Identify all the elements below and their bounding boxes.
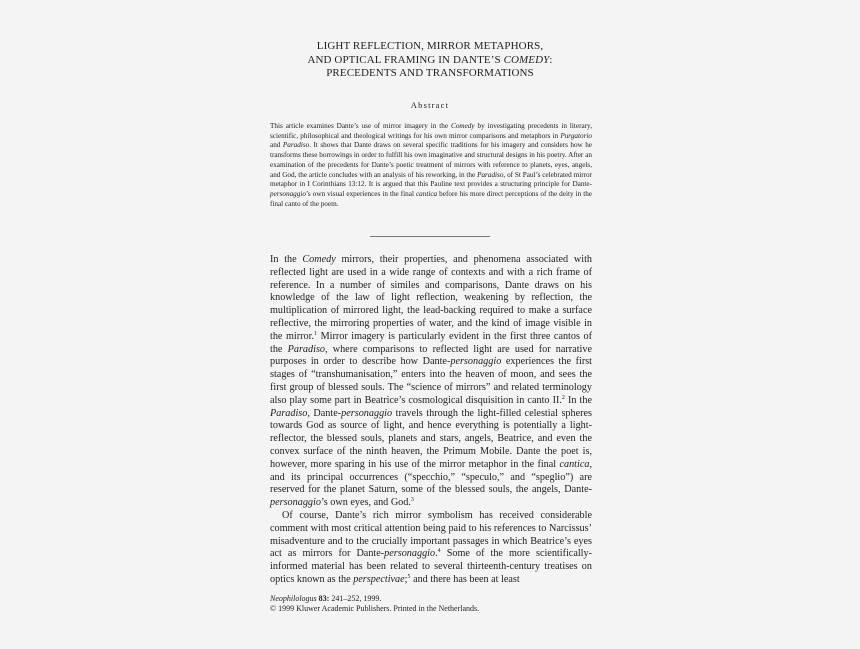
body-seg-italic: Comedy [302, 254, 336, 265]
body-text [270, 254, 592, 587]
abstract-seg-italic: Paradiso [477, 170, 504, 179]
abstract-seg: and [270, 141, 283, 150]
abstract-seg-italic: Purgatorio [560, 131, 592, 140]
abstract-seg-italic: Paradiso [282, 141, 310, 150]
abstract-seg: ’s own visual experiences in the final [305, 189, 416, 198]
footnote-ref[interactable]: 1 [314, 330, 318, 337]
abstract-seg-italic: cantica [415, 189, 438, 198]
body-seg: mirrors, their properties, and phenomena associated with reflected light are used in a wide range of contexts and with a rich frame of reference. In a number of similes and comparisons, Dante draws on his knowledge of the law of light reflection, weakening by reflection, the multiplication of mirrored light, the lead-backing required to make a surface reflective, the mirroring properties of water, and the kind of image visible in the mirror. [270, 254, 592, 342]
abstract-seg: before his more direct perceptions of the deity in the final canto of the poem. [270, 189, 592, 208]
body-seg-italic: cantica [559, 458, 590, 470]
journal-name: Neophilologus [270, 594, 317, 603]
citation-line [270, 594, 592, 604]
title-line-2 [230, 54, 630, 68]
abstract-seg: by investigating precedents in literary, scientific, philosophical and theological writings for his own mirror comparisons and metaphors in [270, 122, 592, 140]
body-seg: experiences the first stages of “transhumanisation,” enters into the heaven of moon, and sees the first group of blessed souls. The “science of mirrors” and related terminology also play some part in Beatrice’s cosmological disquisition in canto II. [270, 356, 593, 406]
abstract-seg: This article examines Dante’s use of mirror imagery in the [270, 122, 452, 130]
section-divider [370, 236, 490, 237]
abstract-heading: Abstract [410, 100, 450, 110]
abstract-paragraph [270, 122, 592, 209]
body-seg: ; [404, 573, 408, 585]
footnote-ref[interactable]: 5 [407, 573, 411, 580]
body-seg: , and its principal occurrences (“specchio,” “speculo,” and “speglio”) are reserved for the planet Saturn, some of the blessed souls, the angels, Dante- [270, 458, 592, 496]
title-line-1: LIGHT REFLECTION, MIRROR METAPHORS, [316, 40, 544, 52]
body-seg: , where comparisons to reflected light are used for narrative purposes in order to describe how Dante- [270, 343, 592, 368]
footnote-ref[interactable]: 2 [561, 394, 565, 401]
body-seg-italic: Paradiso [270, 407, 308, 419]
body-seg-italic: personaggio [384, 548, 436, 560]
title-comedy: COMEDY [503, 53, 550, 66]
body-seg: travels through the light-filled celestial spheres towards God as source of light, and hence everything is potentially a light-reflector, the blessed souls, planets and stars, angels, Beatrice, and even the convex surface of the ninth heaven, the Primum Mobile. Dante the poet is, however, more sparing in his use of the mirror metaphor in the final [270, 407, 593, 470]
abstract-seg-italic: Comedy [451, 122, 475, 130]
body-seg-italic: personaggio [341, 407, 393, 419]
footnote-ref[interactable]: 3 [410, 497, 414, 504]
body-paragraph-2 [270, 510, 592, 587]
abstract-seg: , of St Paul’s celebrated mirror metaphor in I Corinthians 13:12. It is argued that this Pauline text provides a structuring principle for Dante- [270, 170, 592, 189]
journal-volume: 83: [318, 594, 330, 603]
body-seg: Of course, Dante’s rich mirror symbolism has received considerable comment with most critical attention being paid to his references to Narcissus’ misadventure and to the crucially important passages in which Beatrice’s eyes act as mirrors for Dante- [270, 509, 592, 560]
title-line-3: PRECEDENTS AND TRANSFORMATIONS [326, 67, 534, 79]
body-seg: In the [270, 254, 303, 265]
body-seg-italic: Paradiso [287, 343, 325, 355]
body-seg: In the [564, 394, 592, 406]
footnote-ref[interactable]: 4 [437, 548, 441, 555]
abstract-seg: . It shows that Dante draws on several specific traditions for his imagery and considers how he transforms these borrowings in order to fulfill his own imaginative and structural designs in his poetry. After an examination of the precedents for Dante’s poetic treatment of mirrors with reference to planets, eyes, angels, and God, the article concludes with an analysis of his reworking, in the [270, 141, 592, 179]
publication-footer [270, 594, 592, 613]
body-seg-italic: perspectivae [353, 573, 405, 585]
title-colon: : [549, 53, 553, 66]
journal-pages-year: 241–252, 1999. [329, 594, 382, 603]
body-seg: ’s own eyes, and God. [320, 497, 411, 509]
abstract-text [270, 122, 592, 209]
body-seg: Some of the more scientifically-informed material has been related to several thirteenth-century treatises on optics known as the [270, 548, 593, 585]
title-line-2-text: AND OPTICAL FRAMING IN DANTE’S [307, 53, 501, 66]
abstract-seg-italic: personaggio [270, 189, 306, 198]
article-title [230, 40, 630, 81]
body-seg-italic: personaggio [270, 497, 321, 509]
body-seg-italic: personaggio [450, 356, 502, 368]
body-seg: Mirror imagery is particularly evident in the first three cantos of the [270, 330, 592, 355]
body-seg: and there has been at least [410, 573, 520, 585]
body-seg: , Dante- [307, 407, 342, 419]
body-seg: . [435, 548, 438, 560]
copyright-line [270, 604, 592, 614]
body-paragraph-1 [270, 254, 592, 510]
copyright-text: © 1999 Kluwer Academic Publishers. Printed in the Netherlands. [270, 603, 480, 613]
